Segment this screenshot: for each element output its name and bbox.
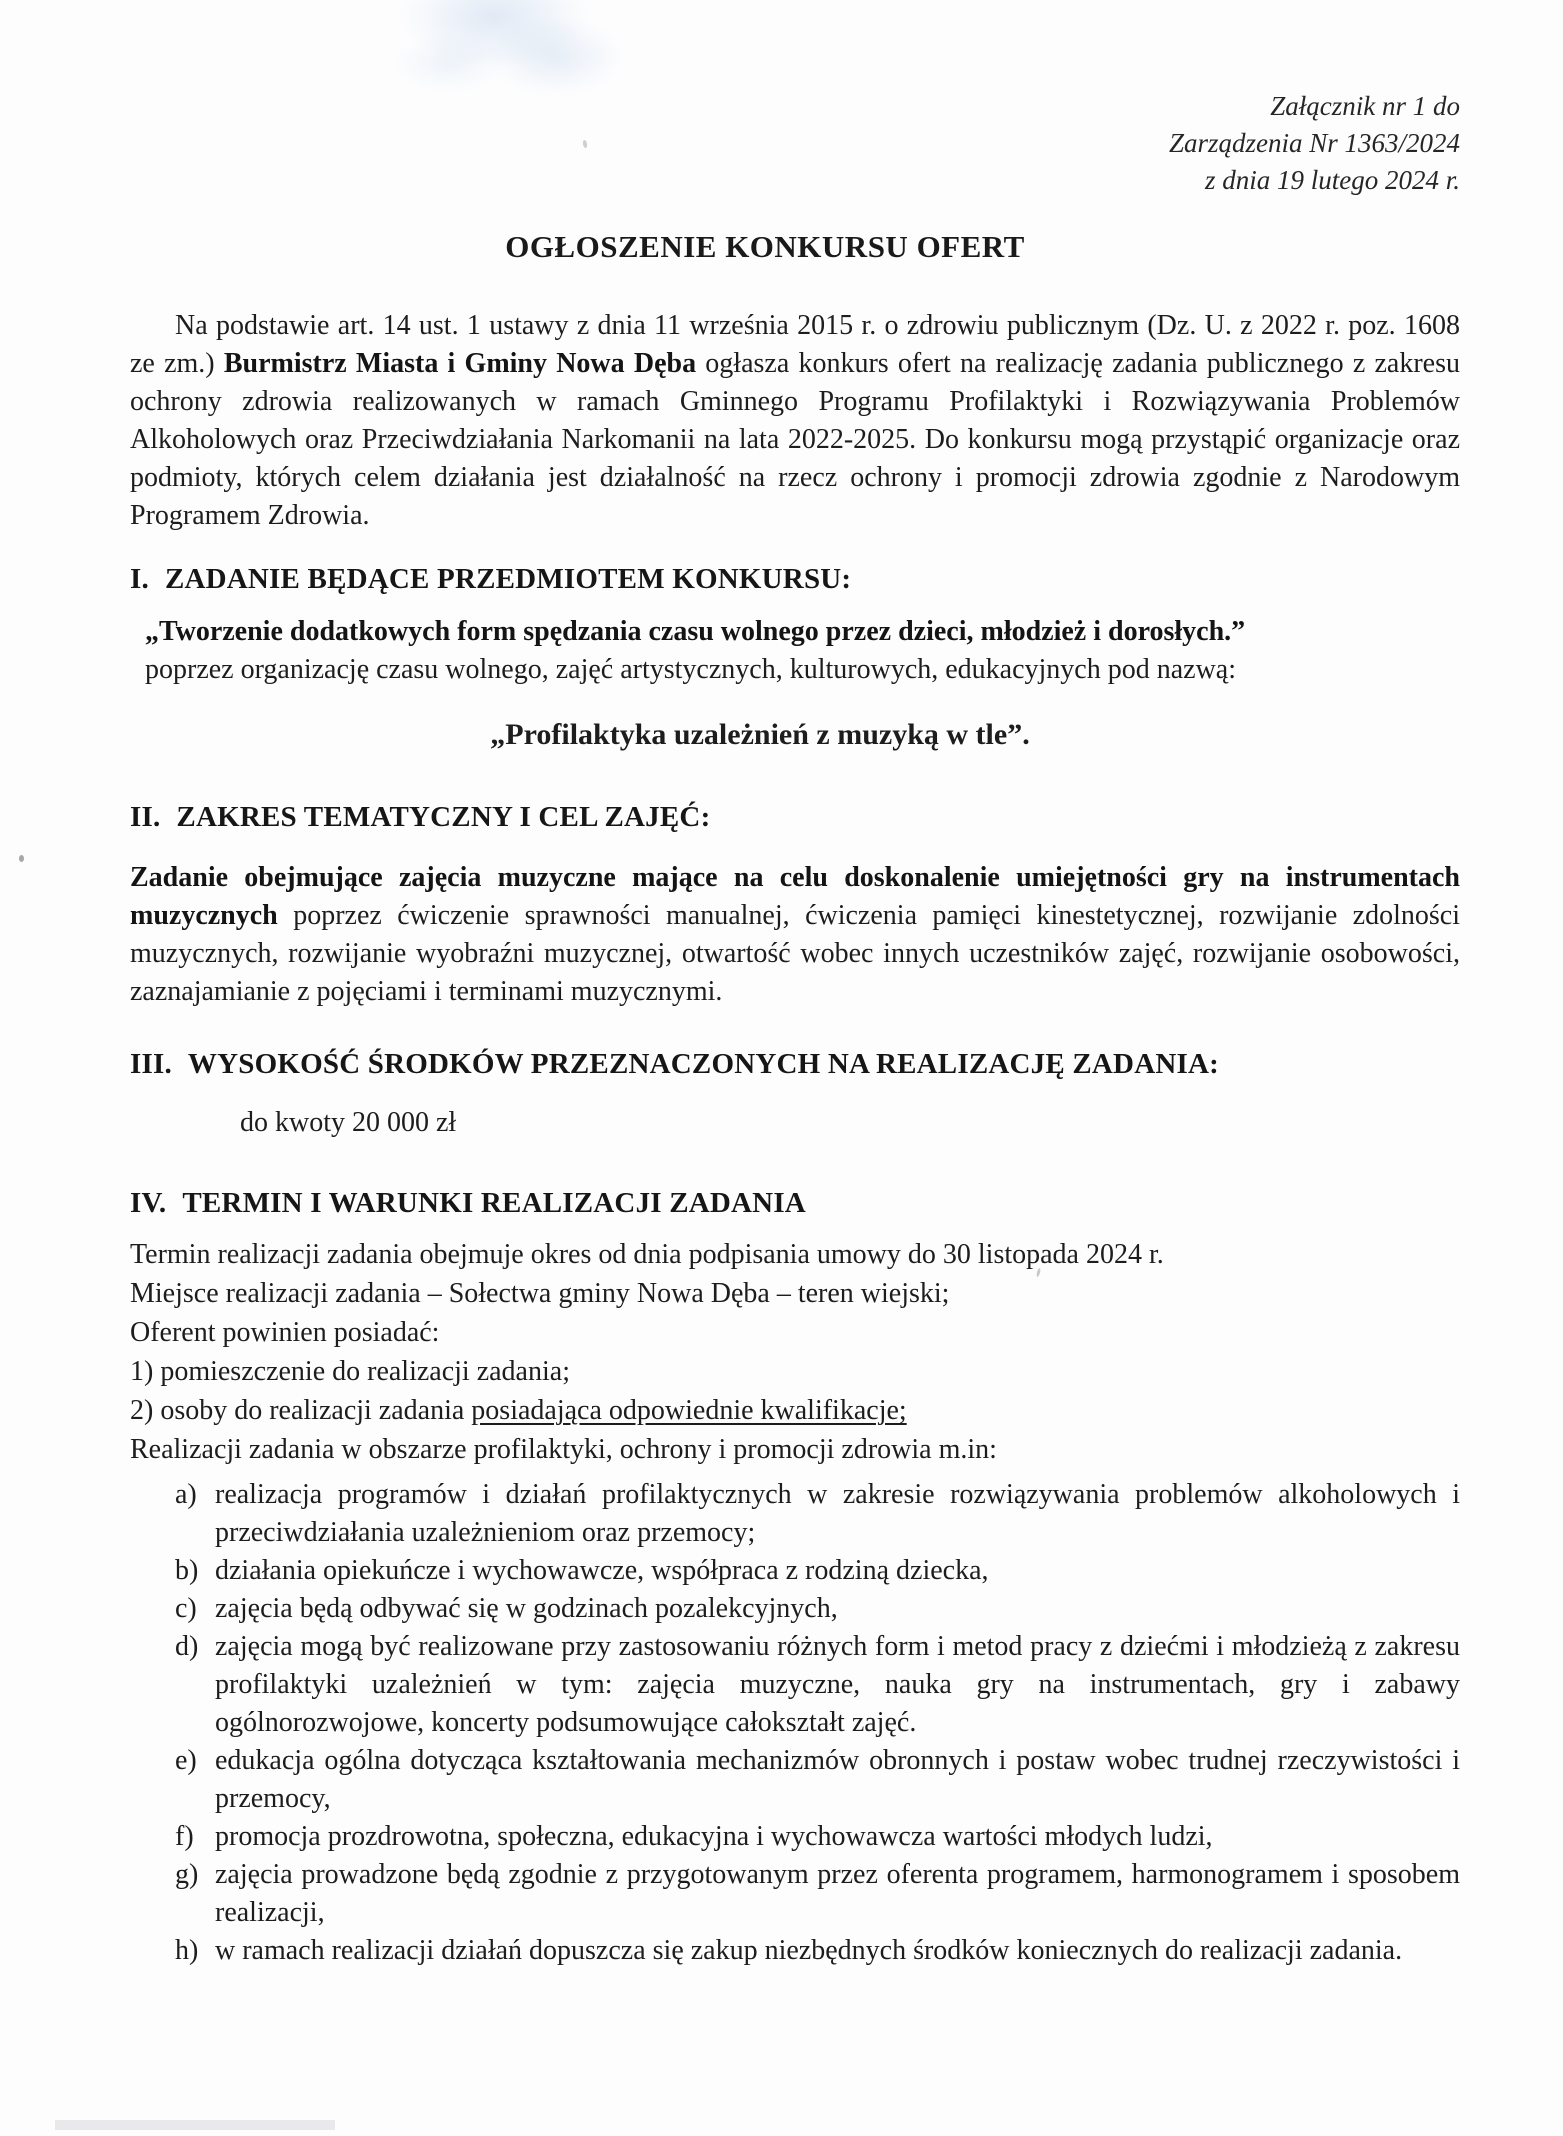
list-item-f [130, 1818, 1460, 1856]
list-item-d [130, 1628, 1460, 1742]
attachment-line-2: Zarządzenia Nr 1363/2024 [1168, 128, 1460, 158]
list-marker-c: c) [175, 1593, 197, 1624]
list-item-c [130, 1590, 1460, 1628]
section-2-number: II. [130, 801, 161, 833]
section-1-number: I. [130, 563, 149, 595]
list-text-d: zajęcia mogą być realizowane przy zastosowaniu różnych form i metod pracy z dziećmi i młodzieżą z zakresu profilaktyki uzależnień w tym: zajęcia muzyczne, nauka gry na instrumentach, gry i zabawy ogólnorozwojowe, koncerty podsumowujące całokształt zajęć. [215, 1631, 1460, 1738]
list-item-g [130, 1856, 1460, 1932]
list-marker-h: h) [175, 1935, 199, 1966]
section-4-title: TERMIN I WARUNKI REALIZACJI ZADANIA [182, 1187, 806, 1219]
scan-edge-strip [55, 2120, 335, 2130]
list-marker-e: e) [175, 1745, 197, 1776]
section-1-title: ZADANIE BĘDĄCE PRZEDMIOTEM KONKURSU: [164, 563, 852, 595]
list-item-b [130, 1552, 1460, 1590]
attachment-line-3: z dnia 19 lutego 2024 r. [1204, 165, 1460, 195]
list-text-h: w ramach realizacji działań dopuszcza się zakup niezbędnych środków koniecznych do realizacji zadania. [215, 1935, 1403, 1966]
scope-bold: Zadanie obejmujące zajęcia muzyczne mające na celu doskonalenie umiejętności gry na instrumentach muzycznych [130, 862, 1460, 931]
attachment-reference [130, 0, 1460, 199]
section-2-title: ZAKRES TEMATYCZNY I CEL ZAJĘĆ: [176, 801, 711, 833]
section-3-heading [130, 1048, 1460, 1081]
section-3-title: WYSOKOŚĆ ŚRODKÓW PRZEZNACZONYCH NA REALIZACJĘ ZADANIA: [187, 1048, 1219, 1080]
list-text-b: działania opiekuńcze i wychowawcze, współpraca z rodziną dziecka, [215, 1555, 989, 1586]
list-text-a: realizacja programów i działań profilaktycznych w zakresie rozwiązywania problemów alkoholowych i przeciwdziałania uzależnieniom oraz przemocy; [215, 1479, 1460, 1548]
document-title: OGŁOSZENIE KONKURSU OFERT [505, 229, 1025, 264]
list-marker-g: g) [175, 1859, 199, 1890]
intro-paragraph [130, 307, 1460, 535]
list-text-c: zajęcia będą odbywać się w godzinach pozalekcyjnych, [215, 1593, 838, 1624]
term-place: Miejsce realizacji zadania – Sołectwa gminy Nowa Dęba – teren wiejski; [130, 1278, 950, 1309]
attachment-line-1: Załącznik nr 1 do [1270, 91, 1460, 121]
section-4-heading [130, 1187, 1460, 1220]
intro-text-1: Na podstawie art. 14 ust. 1 ustawy z dnia 11 września 2015 r. o zdrowiu publicznym (Dz. U. z 2022 r. poz. 1608 ze zm.) [130, 310, 1460, 379]
tasks-list [130, 1476, 1460, 1970]
requirement-2 [130, 1391, 1460, 1430]
section-2-paragraph [130, 859, 1460, 1011]
section-4-terms [130, 1235, 1460, 1469]
task-name: „Profilaktyka uzależnień z muzyką w tle”. [490, 718, 1030, 751]
section-2-heading [130, 801, 1460, 834]
list-marker-b: b) [175, 1555, 199, 1586]
list-text-f: promocja prozdrowotna, społeczna, edukacyjna i wychowawcza wartości młodych ludzi, [215, 1821, 1213, 1852]
intro-text-2: ogłasza konkurs ofert na realizację zadania publicznego z zakresu ochrony zdrowia realizowanych w ramach Gminnego Programu Profilaktyki i Rozwiązywania Problemów Alkoholowych oraz Przeciwdziałania Narkomanii na lata 2022-2025. Do konkursu mogą przystąpić organizacje oraz podmioty, których celem działania jest działalność na rzecz ochrony i promocji zdrowia zgodnie z Narodowym Programem Zdrowia. [130, 348, 1460, 531]
task-quote-rest: poprzez organizację czasu wolnego, zajęć artystycznych, kulturowych, edukacyjnych pod nazwą: [145, 654, 1237, 685]
funds-amount: do kwoty 20 000 zł [240, 1107, 457, 1138]
list-text-g: zajęcia prowadzone będą zgodnie z przygotowanym przez oferenta programem, harmonogramem i sposobem realizacji, [215, 1859, 1460, 1928]
term-offerer: Oferent powinien posiadać: [130, 1317, 440, 1348]
term-scope: Realizacji zadania w obszarze profilaktyki, ochrony i promocji zdrowia m.in: [130, 1434, 997, 1465]
intro-mayor-bold: Burmistrz Miasta i Gminy Nowa Dęba [223, 348, 697, 379]
section-1-quote [130, 613, 1460, 689]
list-marker-f: f) [175, 1821, 194, 1852]
list-marker-d: d) [175, 1631, 199, 1662]
list-text-e: edukacja ogólna dotycząca kształtowania mechanizmów obronnych i postaw wobec trudnej rzeczywistości i przemocy, [215, 1745, 1460, 1814]
scope-rest: poprzez ćwiczenie sprawności manualnej, ćwiczenia pamięci kinestetycznej, rozwijanie zdolności muzycznych, rozwijanie wyobraźni muzycznej, otwartość wobec innych uczestników zajęć, rozwijanie osobowości, zaznajamianie z pojęciami i terminami muzycznymi. [130, 900, 1460, 1007]
list-item-h [130, 1932, 1460, 1970]
list-marker-a: a) [175, 1479, 197, 1510]
task-quote-bold: „Tworzenie dodatkowych form spędzania czasu wolnego przez dzieci, młodzież i dorosłych.” [145, 616, 1246, 647]
requirement-1: 1) pomieszczenie do realizacji zadania; [130, 1356, 570, 1387]
list-item-a [130, 1476, 1460, 1552]
section-1-heading [130, 563, 1460, 596]
section-3-number: III. [130, 1048, 172, 1080]
requirement-2-underlined: posiadająca odpowiednie kwalifikacje; [471, 1395, 907, 1426]
term-deadline: Termin realizacji zadania obejmuje okres od dnia podpisania umowy do 30 listopada 2024 r. [130, 1239, 1164, 1270]
list-item-e [130, 1742, 1460, 1818]
requirement-2-prefix: 2) osoby do realizacji zadania [130, 1395, 472, 1426]
section-4-number: IV. [130, 1187, 167, 1219]
